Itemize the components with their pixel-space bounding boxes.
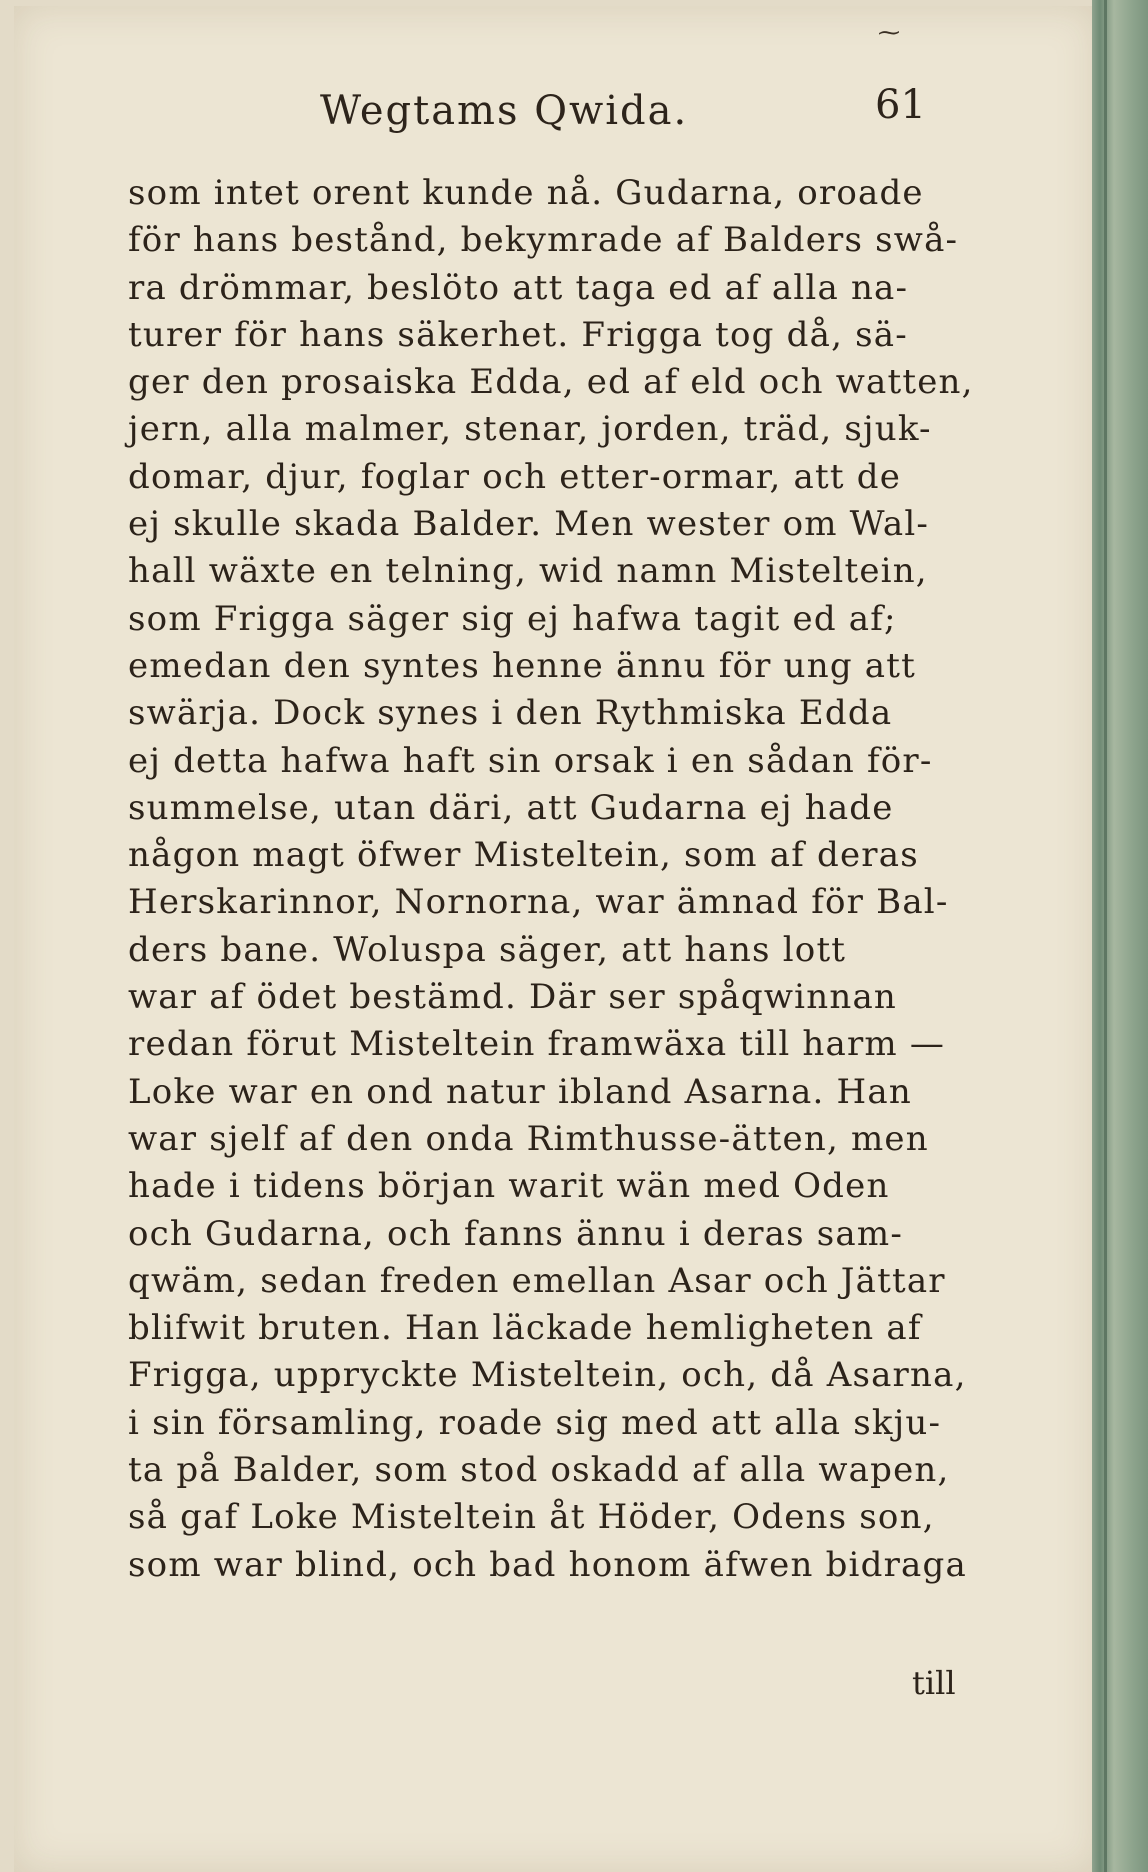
ink-mark: ⁓: [878, 21, 900, 46]
text-line: som intet orent kunde nå. Gudarna, oroade: [128, 173, 924, 213]
page-header: [320, 82, 980, 148]
text-line: hade i tidens början warit wän med Oden: [128, 1166, 890, 1207]
text-line: och Gudarna, och fanns ännu i deras sam-: [128, 1213, 904, 1254]
text-line: Loke war en ond natur ibland Asarna. Han: [128, 1071, 912, 1112]
text-line: för hans bestånd, bekymrade af Balders swå-: [128, 220, 959, 261]
text-line: jern, alla malmer, stenar, jorden, träd, sjuk-: [128, 409, 932, 450]
body-text: [128, 170, 1008, 1589]
text-line: war af ödet bestämd. Där ser spåqwinnan: [128, 977, 898, 1018]
book-cover-edge: [1092, 0, 1148, 1872]
text-line: ger den prosaiska Edda, ed af eld och watten,: [128, 362, 974, 403]
text-line: ej skulle skada Balder. Men wester om Wal-: [128, 504, 930, 545]
text-line: emedan den syntes henne ännu för ung att: [128, 645, 916, 686]
text-line: war sjelf af den onda Rimthusse-ätten, men: [128, 1118, 929, 1159]
text-line: ta på Balder, som stod oskadd af alla wapen,: [128, 1450, 950, 1491]
text-line: Frigga, uppryckte Misteltein, och, då Asarna,: [128, 1355, 967, 1396]
page-number: 61: [875, 82, 926, 128]
cover-edge-line: [1104, 0, 1107, 1872]
text-line: domar, djur, foglar och etter-ormar, att de: [128, 456, 902, 497]
text-line: ra drömmar, beslöto att taga ed af alla na-: [128, 267, 909, 308]
text-line: ders bane. Woluspa säger, att hans lott: [128, 929, 847, 970]
text-line: Herskarinnor, Nornorna, war ämnad för Bal-: [128, 882, 949, 923]
text-line: någon magt öfwer Misteltein, som af deras: [128, 835, 919, 876]
text-line: som war blind, och bad honom äfwen bidraga: [128, 1544, 967, 1585]
text-line: summelse, utan däri, att Gudarna ej hade: [128, 787, 894, 828]
text-line: så gaf Loke Misteltein åt Höder, Odens son,: [128, 1497, 935, 1538]
running-title: Wegtams Qwida.: [320, 88, 689, 134]
text-line: qwäm, sedan freden emellan Asar och Jättar: [128, 1260, 946, 1301]
catchword: till: [912, 1664, 956, 1702]
text-line: ej detta hafwa haft sin orsak i en sådan för-: [128, 740, 933, 781]
text-line: i sin församling, roade sig med att alla skju-: [128, 1402, 942, 1443]
text-line: redan förut Misteltein framwäxa till harm —: [128, 1024, 946, 1065]
text-line: swärja. Dock synes i den Rythmiska Edda: [128, 693, 893, 734]
text-line: hall wäxte en telning, wid namn Misteltein,: [128, 551, 928, 592]
text-line: som Frigga säger sig ej hafwa tagit ed af;: [128, 598, 897, 639]
text-line: blifwit bruten. Han läckade hemligheten af: [128, 1308, 922, 1349]
text-line: turer för hans säkerhet. Frigga tog då, sä-: [128, 314, 908, 355]
